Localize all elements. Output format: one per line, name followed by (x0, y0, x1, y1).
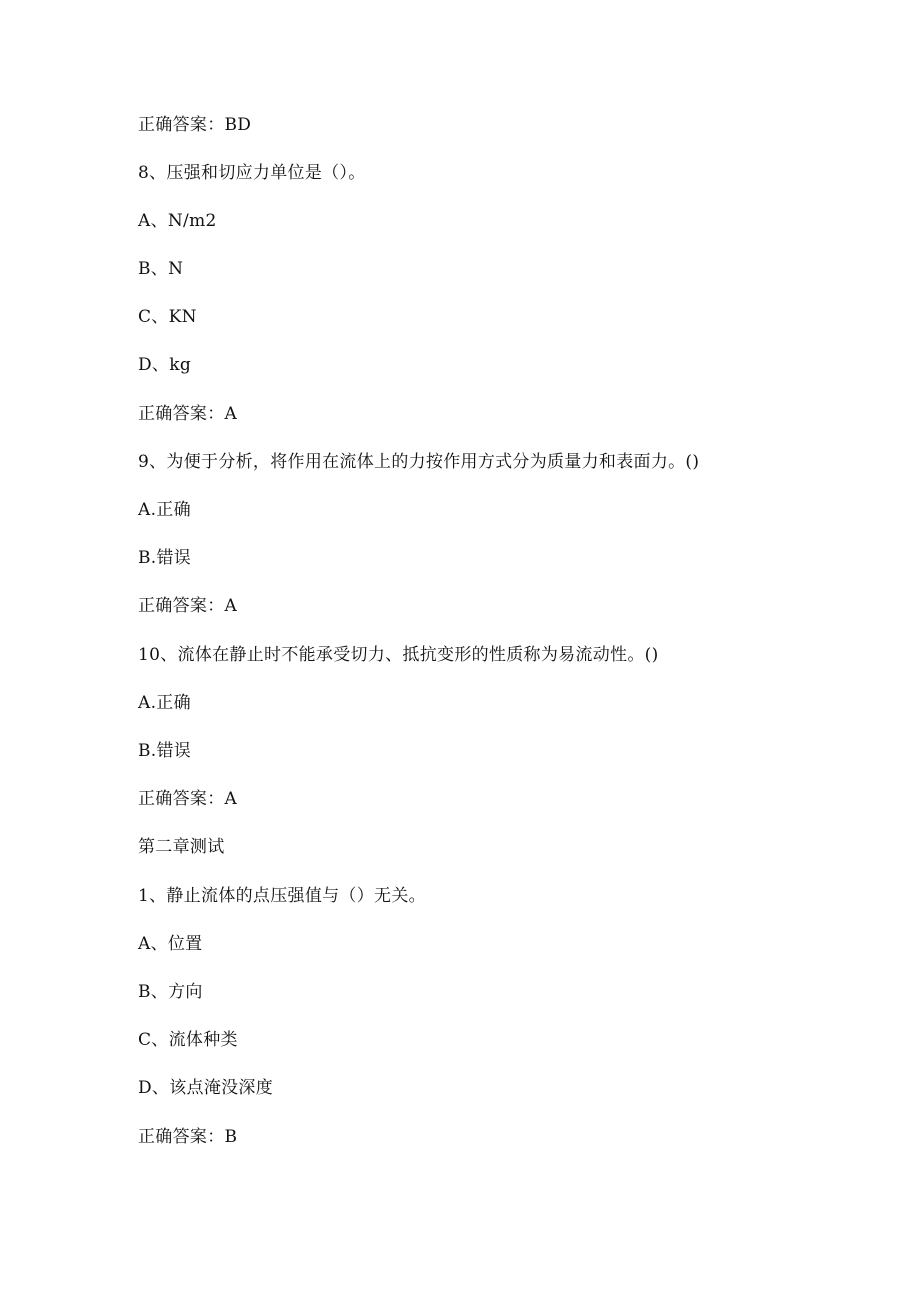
option-line: B、N (138, 259, 184, 279)
question-line: 1、静止流体的点压强值与（）无关。 (138, 886, 426, 906)
answer-line: 正确答案：B (138, 1127, 238, 1147)
question-line: 9、为便于分析，将作用在流体上的力按作用方式分为质量力和表面力。() (138, 452, 700, 472)
section-heading: 第二章测试 (138, 837, 225, 857)
answer-line: 正确答案：BD (138, 115, 252, 135)
answer-line: 正确答案：A (138, 789, 238, 809)
option-line: A.正确 (138, 500, 191, 520)
option-line: D、kg (138, 355, 192, 375)
option-line: A.正确 (138, 693, 191, 713)
option-line: B.错误 (138, 548, 192, 568)
answer-line: 正确答案：A (138, 404, 238, 424)
option-line: A、N/m2 (138, 211, 217, 231)
option-line: B.错误 (138, 741, 192, 761)
question-line: 8、压强和切应力单位是（）。 (138, 163, 366, 183)
option-line: A、位置 (138, 934, 203, 954)
question-line: 10、流体在静止时不能承受切力、抵抗变形的性质称为易流动性。() (138, 645, 659, 665)
answer-line: 正确答案：A (138, 596, 238, 616)
option-line: C、KN (138, 307, 197, 327)
option-line: D、该点淹没深度 (138, 1078, 274, 1098)
option-line: C、流体种类 (138, 1030, 238, 1050)
option-line: B、方向 (138, 982, 203, 1002)
